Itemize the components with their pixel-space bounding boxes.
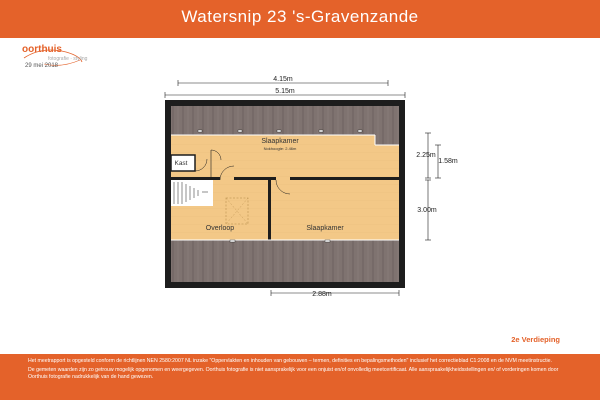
overloop-floor bbox=[171, 206, 269, 240]
room-note-nokhoogte: Nokhoogte: 2.46m bbox=[263, 146, 297, 151]
brand-logo-subtitle: fotografie · styling bbox=[48, 56, 88, 62]
room-label-kast: Kast bbox=[174, 160, 188, 167]
dim-label-right-upper: 2.25m bbox=[416, 152, 436, 159]
window-5 bbox=[358, 130, 362, 132]
dim-label-top-outer: 5.15m bbox=[275, 88, 295, 95]
room-label-slaapkamer-top: Slaapkamer bbox=[261, 138, 299, 145]
room-label-overloop: Overloop bbox=[205, 225, 235, 232]
disclaimer-line-2: De gemeten waarden zijn zo getrouw mogelijk opgenomen en weergegeven. Oorthuis fotografie is niet aansprakelijk voor een onjuist en/of onvolledig meetcertificaat. Alle aanspraakelijkheidsstellingen en/ of vorderingen komen door Oorthuis fotografie nadrukkelijk van de hand gewezen. bbox=[28, 367, 559, 380]
brand-logo-text: oorthuis bbox=[22, 44, 62, 55]
window-bottom-2 bbox=[325, 240, 330, 242]
dim-label-top-inner: 4.15m bbox=[273, 76, 293, 83]
window-4 bbox=[319, 130, 323, 132]
window-bottom-1 bbox=[230, 240, 235, 242]
door-gap-1 bbox=[220, 177, 234, 180]
plan-date: 29 mei 2018 bbox=[25, 63, 59, 69]
window-2 bbox=[238, 130, 242, 132]
window-1 bbox=[198, 130, 202, 132]
wall-vertical bbox=[268, 177, 271, 240]
footer-banner bbox=[0, 354, 600, 400]
overloop-upper bbox=[213, 180, 269, 206]
door-gap-2 bbox=[276, 177, 290, 180]
disclaimer-line-1: Het meetrapport is opgesteld conform de richtlijnen NEN 2580:2007 NL inzake "Oppervlakten en inhouden van gebouwen – termen, definities en bepalingsmethoden" inclusief het correctieblad C1:2008 en de NVM meetinstructie. bbox=[28, 358, 552, 364]
dim-label-bottom: 2.88m bbox=[312, 291, 332, 298]
dim-label-right-lower: 3.00m bbox=[417, 207, 437, 214]
room-label-slaapkamer-bottom: Slaapkamer bbox=[306, 225, 344, 232]
disclaimer bbox=[28, 358, 578, 383]
floor-label: 2e Verdieping bbox=[511, 335, 560, 344]
dimension-bottom bbox=[271, 290, 399, 296]
staircase bbox=[171, 180, 213, 206]
page-title: Watersnip 23 's-Gravenzande bbox=[181, 7, 419, 26]
window-3 bbox=[277, 130, 281, 132]
dim-label-right-inner: 1.58m bbox=[438, 158, 458, 165]
